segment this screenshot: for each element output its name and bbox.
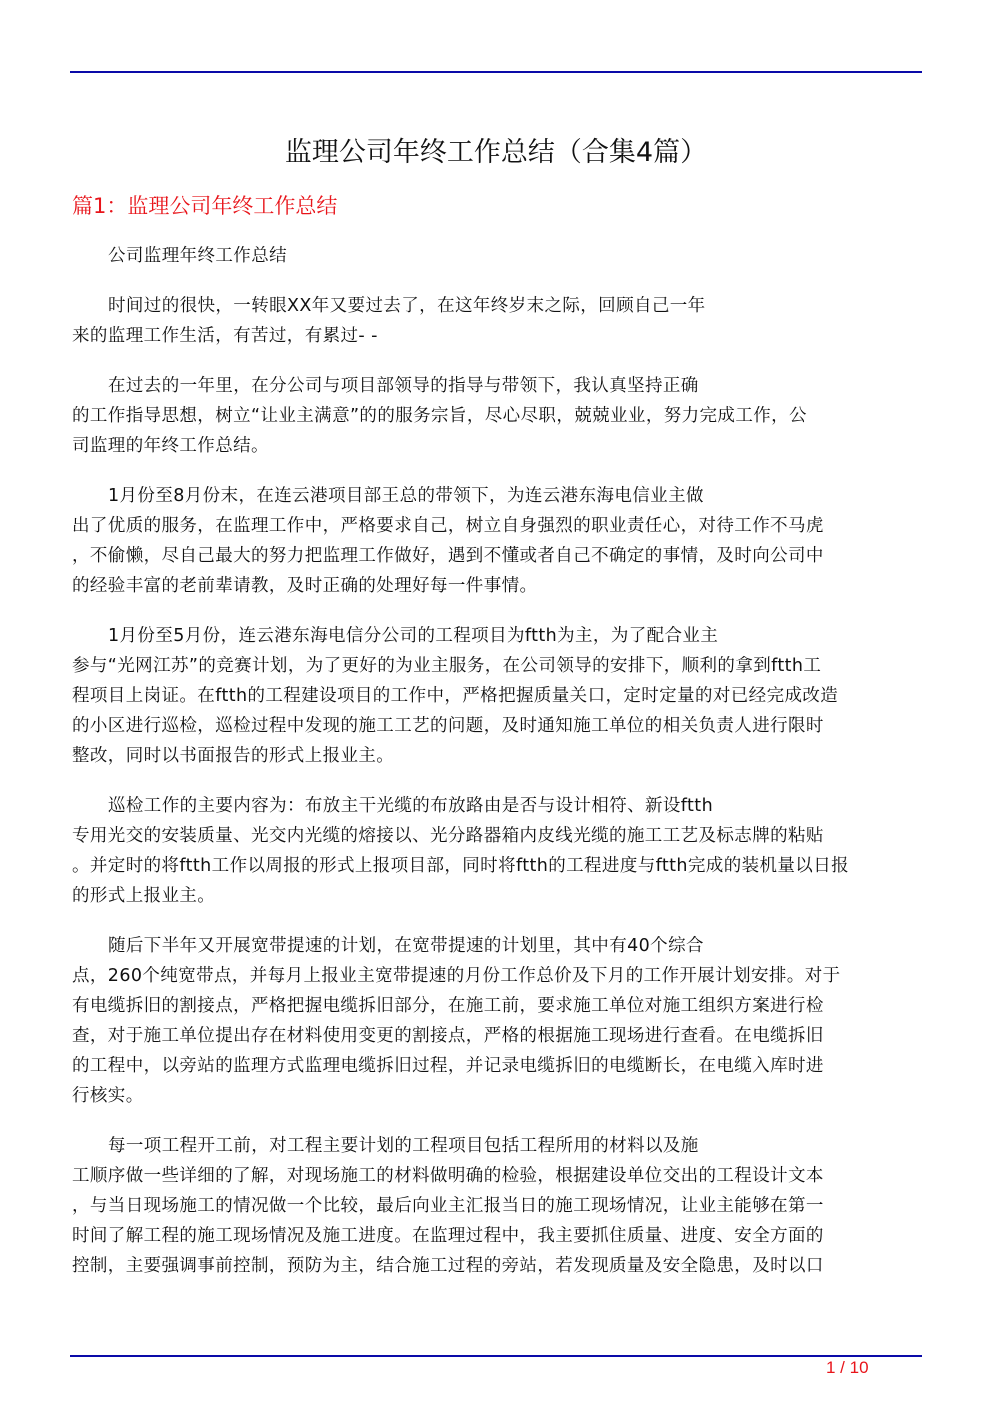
text-line: 专用光交的安装质量、光交内光缆的熔接以、光分路器箱内皮线光缆的施工工艺及标志牌的粘贴 — [72, 826, 824, 846]
text-line: 1月份至8月份末，在连云港项目部王总的带领下，为连云港东海电信业主做 — [108, 486, 704, 506]
text-line: 查，对于施工单位提出存在材料使用变更的割接点，严格的根据施工现场进行查看。在电缆拆旧 — [72, 1026, 824, 1046]
paragraph — [72, 1131, 917, 1281]
header-rule — [70, 71, 922, 73]
text-line: ，与当日现场施工的情况做一个比较，最后向业主汇报当日的施工现场情况，让业主能够在第一 — [72, 1196, 824, 1216]
text-line: 时间过的很快，一转眼XX年又要过去了，在这年终岁末之际，回顾自己一年 — [108, 296, 706, 316]
text-line: 参与“光网江苏”的竞赛计划，为了更好的为业主服务，在公司领导的安排下，顺利的拿到ftth工 — [72, 656, 822, 676]
paragraph — [72, 241, 917, 271]
text-line: 。并定时的将ftth工作以周报的形式上报项目部，同时将ftth的工程进度与ftth完成的装机量以日报 — [72, 856, 849, 876]
text-line: 有电缆拆旧的割接点，严格把握电缆拆旧部分，在施工前，要求施工单位对施工组织方案进行检 — [72, 996, 824, 1016]
text-line: 来的监理工作生活，有苦过，有累过- - — [72, 326, 378, 346]
text-line: 整改，同时以书面报告的形式上报业主。 — [72, 746, 395, 766]
footer-rule — [70, 1355, 922, 1357]
text-line: 的小区进行巡检，巡检过程中发现的施工工艺的问题，及时通知施工单位的相关负责人进行限时 — [72, 716, 824, 736]
text-line: 的经验丰富的老前辈请教，及时正确的处理好每一件事情。 — [72, 576, 538, 596]
text-line: 的工作指导思想，树立“让业主满意”的的服务宗旨，尽心尽职，兢兢业业，努力完成工作，公 — [72, 406, 807, 426]
text-line: 公司监理年终工作总结 — [108, 246, 287, 266]
text-line: 行核实。 — [72, 1086, 144, 1106]
text-line: 司监理的年终工作总结。 — [72, 436, 269, 456]
paragraph — [72, 931, 917, 1111]
text-line: 在过去的一年里，在分公司与项目部领导的指导与带领下，我认真坚持正确 — [108, 376, 699, 396]
paragraph — [72, 621, 917, 771]
text-line: 的形式上报业主。 — [72, 886, 216, 906]
text-line: 时间了解工程的施工现场情况及施工进度。在监理过程中，我主要抓住质量、进度、安全方面的 — [72, 1226, 824, 1246]
text-line: 巡检工作的主要内容为：布放主干光缆的布放路由是否与设计相符、新设ftth — [108, 796, 714, 816]
paragraph — [72, 481, 917, 601]
text-line: 1月份至5月份，连云港东海电信分公司的工程项目为ftth为主，为了配合业主 — [108, 626, 719, 646]
text-line: 控制，主要强调事前控制，预防为主，结合施工过程的旁站，若发现质量及安全隐患，及时以口 — [72, 1256, 824, 1276]
text-line: 每一项工程开工前，对工程主要计划的工程项目包括工程所用的材料以及施 — [108, 1136, 699, 1156]
text-line: 程项目上岗证。在ftth的工程建设项目的工作中，严格把握质量关口，定时定量的对已经完成改造 — [72, 686, 839, 706]
text-line: 随后下半年又开展宽带提速的计划，在宽带提速的计划里，其中有40个综合 — [108, 936, 704, 956]
document-title: 监理公司年终工作总结（合集4篇） — [284, 137, 708, 168]
text-line: 工顺序做一些详细的了解，对现场施工的材料做明确的检验，根据建设单位交出的工程设计文本 — [72, 1166, 824, 1186]
text-line: ，不偷懒，尽自己最大的努力把监理工作做好，遇到不懂或者自己不确定的事情，及时向公司中 — [72, 546, 824, 566]
paragraph — [72, 291, 917, 351]
section-heading: 篇1：监理公司年终工作总结 — [72, 194, 338, 218]
paragraph — [72, 371, 917, 461]
page-number: 1 / 10 — [826, 1358, 869, 1377]
text-line: 的工程中，以旁站的监理方式监理电缆拆旧过程，并记录电缆拆旧的电缆断长，在电缆入库时进 — [72, 1056, 824, 1076]
document-body — [72, 241, 917, 1301]
text-line: 出了优质的服务，在监理工作中，严格要求自己，树立自身强烈的职业责任心，对待工作不马虎 — [72, 516, 824, 536]
text-line: 点，260个纯宽带点，并每月上报业主宽带提速的月份工作总价及下月的工作开展计划安排。对于 — [72, 966, 841, 986]
paragraph — [72, 791, 917, 911]
